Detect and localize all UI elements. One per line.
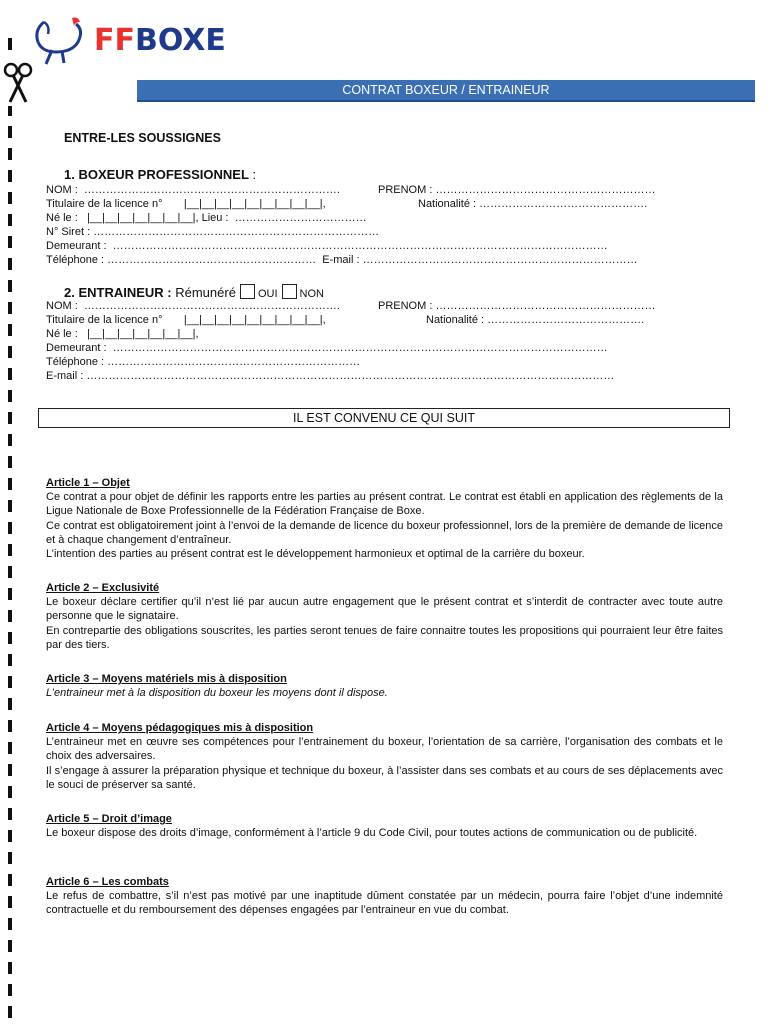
article-5-title: Article 5 – Droit d’image: [46, 813, 172, 825]
oui-checkbox[interactable]: [240, 284, 255, 299]
article-2-para-1: Le boxeur déclare certifier qu’il n’est lié par aucun autre engagement que le présent contrat et s’interdit de contracter avec toute autre personne que le signataire.: [46, 596, 723, 623]
cut-line: [8, 38, 12, 1028]
article-1: [46, 476, 723, 561]
boxeur-prenom-field: PRENOM : ……………………………………………………: [378, 184, 656, 196]
logo-wordmark: [94, 23, 226, 58]
article-2: [46, 581, 723, 652]
boxeur-nationalite-field: Nationalité : ……………………………………….: [418, 198, 648, 210]
article-2-para-2: En contrepartie des obligations souscrites, les parties seront tenues de faire connaitre toutes les propositions qui pourraient leur être faites par des tiers.: [46, 624, 723, 651]
article-2-title: Article 2 – Exclusivité: [46, 582, 160, 594]
non-checkbox[interactable]: [282, 284, 297, 299]
scissors-icon: [2, 60, 34, 106]
entraineur-demeurant-field: Demeurant : ………………………………………………………………………………………………………………………: [46, 342, 608, 354]
ffboxe-logo: [32, 10, 226, 70]
article-1-para-1: Ce contrat a pour objet de définir les rapports entre les parties au présent contrat. Le contrat est établi en application des règlements de la Ligue Nationale de Boxe Professionnelle de la Fédération Française de Boxe.: [46, 491, 723, 518]
boxeur-naissance-field: Né le : |__|__|__|__|__|__|__|, Lieu : ………………………………: [46, 212, 367, 224]
article-3: [46, 672, 723, 700]
boxeur-licence-field: Titulaire de la licence n° |__|__|__|__|__|__|__|__|__|,: [46, 198, 326, 210]
article-1-para-3: L’intention des parties au présent contrat est le développement harmonieux et optimal de la carrière du boxeur.: [46, 548, 585, 561]
rooster-icon: [32, 14, 90, 66]
article-4-title: Article 4 – Moyens pédagogiques mis à disposition: [46, 722, 314, 734]
section2-heading: 2. ENTRAINEUR : Rémunéré OUI NON: [64, 285, 324, 300]
boxeur-telephone-email-field: Téléphone : ………………………………………………… E-mail : …………………………………………………………………: [46, 254, 638, 266]
entraineur-naissance-field: Né le : |__|__|__|__|__|__|__|,: [46, 328, 199, 340]
article-3-para-1: L’entraineur met à la disposition du boxeur les moyens dont il dispose.: [46, 687, 388, 700]
logo-boxe: BOXE: [135, 22, 226, 58]
document-title: CONTRAT BOXEUR / ENTRAINEUR: [137, 80, 755, 102]
boxeur-demeurant-field: Demeurant : ………………………………………………………………………………………………………………………: [46, 240, 608, 252]
entraineur-nationalite-field: Nationalité : …………………………………….: [426, 314, 645, 326]
entraineur-nom-field: NOM : …………………………………………………………….: [46, 300, 340, 312]
article-6-title: Article 6 – Les combats: [46, 876, 169, 888]
entraineur-licence-field: Titulaire de la licence n° |__|__|__|__|__|__|__|__|__|,: [46, 314, 326, 326]
section1-heading: 1. BOXEUR PROFESSIONNEL :: [64, 167, 257, 182]
entraineur-telephone-field: Téléphone : ……………………………………………………………: [46, 356, 361, 368]
article-1-title: Article 1 – Objet: [46, 477, 130, 489]
convenu-banner: IL EST CONVENU CE QUI SUIT: [38, 408, 730, 428]
non-label: NON: [299, 288, 324, 300]
article-1-para-2: Ce contrat est obligatoirement joint à l’envoi de la demande de licence du boxeur professionnel, lors de la première de demande de licence et à chaque changement d’entraîneur.: [46, 519, 723, 546]
boxeur-nom-field: NOM : …………………………………………………………….: [46, 184, 340, 196]
oui-label: OUI: [257, 288, 278, 300]
entraineur-email-field: E-mail : ………………………………………………………………………………………………………………………………: [46, 370, 615, 382]
entre-heading: ENTRE-LES SOUSSIGNES: [64, 131, 221, 145]
article-4: [46, 721, 723, 792]
entraineur-prenom-field: PRENOM : ……………………………………………………: [378, 300, 656, 312]
boxeur-siret-field: N° Siret : ……………………………………………………………………: [46, 226, 380, 238]
article-4-para-2: Il s’engage à assurer la préparation physique et technique du boxeur, à l’assister dans ses combats et au cours de ses déplacements avec le souci de préserver sa santé.: [46, 764, 723, 791]
article-5-para-1: Le boxeur dispose des droits d’image, conformément à l’article 9 du Code Civil, pour toutes actions de communication ou de publicité.: [46, 827, 698, 840]
article-4-para-1: L’entraineur met en œuvre ses compétences pour l’entrainement du boxeur, l’orientation de sa carrière, l’organisation des combats et le choix des adversaires.: [46, 736, 723, 763]
article-5: [46, 812, 723, 840]
article-3-title: Article 3 – Moyens matériels mis à disposition: [46, 673, 287, 685]
article-6: [46, 875, 723, 918]
logo-ff: FF: [94, 22, 135, 58]
article-6-para-1: Le refus de combattre, s’il n’est pas motivé par une inaptitude dûment constatée par un médecin, pourra faire l’objet d’une indemnité contractuelle et du remboursement des dépenses engagées par l’entraineur en vue du combat.: [46, 890, 723, 917]
